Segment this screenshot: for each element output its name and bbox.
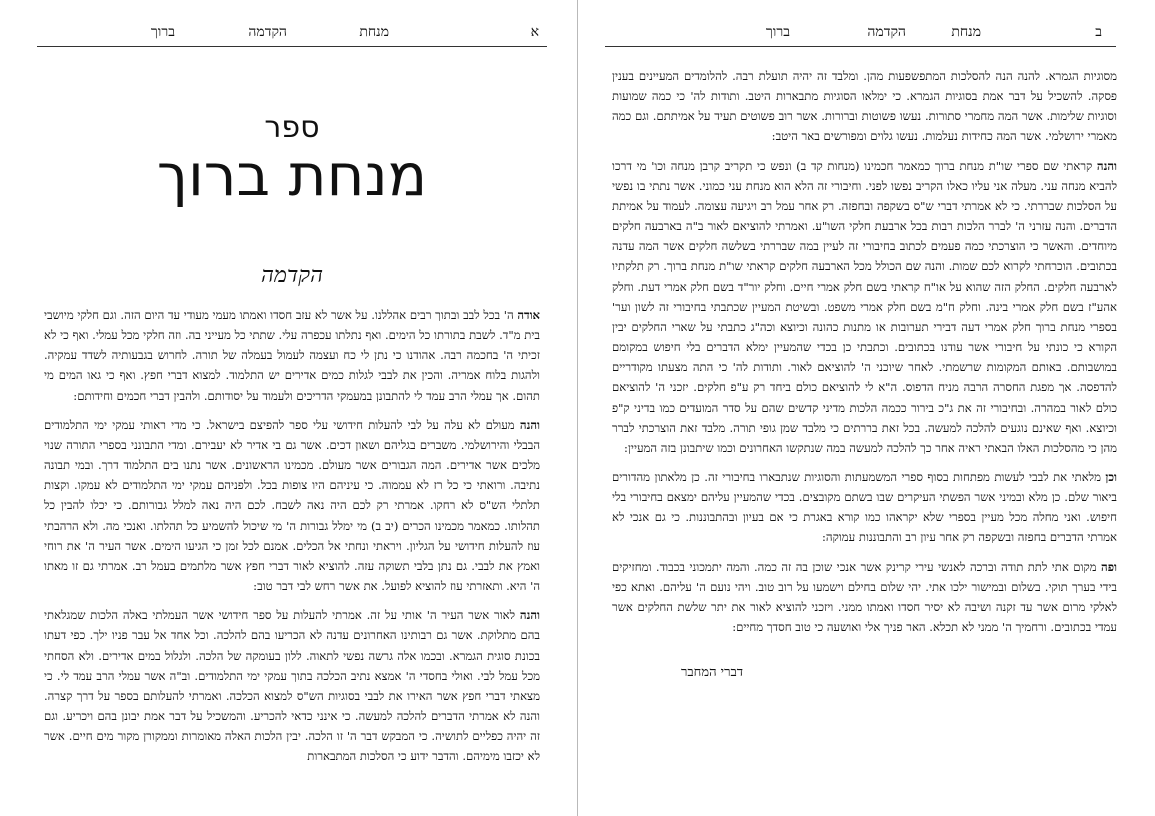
header-book: מנחת <box>359 24 389 40</box>
lead-word: וכן <box>1105 469 1117 484</box>
paragraph-text: קראתי שם ספרי שו"ת מנחת ברוך כמאמר חכמינו (מנחות קד ב) ונפש כי תקריב קרבן מנחה וכו' מי דרכו להביא מנחה עני. מעלה אני עליו כאלו הקריב נפשו לפני. וחיבורי זה הלא הוא מנחת עני כמוני. אשר נתתי בו נפשי על הסלכות שבררתי. כי לא אמרתי דברי ש"ס בשקפה ובחפזה. רק אחר עמל רב ויגיעה עצומה. לעמוד על אמיתת הדברים. והנה עזרני ה' לברר הלכות רבות בכל ארבעת חלקי השו"ע. ואמרתי להוציאם לאור ב"ה בארבעה חלקים מיוחדים. והאשר כי הוצרכתי כמה פעמים לכתוב בחיבורי זה לעיין במה שבררתי בשלשה חלקים אשר המה עדנה בכתובים. הוכרחתי לקרוא לכם שמות. והנה שם הכולל מכל הארבעה חלקים קראתי שו"ת מנחת ברוך. רק תלקתיו לארבעה חלקים. החלק הזה שהוא על או"ח קראתי בשם חלק אמרי חיים. וחלק יור"ד בשם חלק אמרי דעת. וחלק אהע"ז בשם חלק אמרי בינה. וחלק ח"מ בשם חלק אמרי משפט. ובשיטת המעיין שכתבתי בחיבורי זה לשון וער' בספרי מנחת ברוך חלק אמרי דעה דבירי תערובות או מתנות כהונה וכיוצא וכה"ג כתבתי על שארי החלקים יבין הקורא כי כונתי על חיבורי אשר עודנו בכתובים. וכתבתי כן בכדי שהמעיין ימלא הדברים בלי חיפוש במקומם במושבותם. באותם המקומות שרשמתי. לאחר שיוכני ה' להוציאם לאור. ותודות לה' כי התה מצעתו מקודריים להדפסה. אך מפגת החסרה הרבה מניח הדפוס. ה"א לי להוציאם כולם ביחד רק ע"פ חלקים. יזכני ה' להוציאם כולם לאור במהרה. ובחיבורי זה את ג"כ בירור ככמה הלכות מדיני קדשים שהם על סדר המועדים כמו בדיני ק"פ וכיוצא. ואף שאינם נוגעים להלכה למעשה. בכל זאת בררתים כי מלבד שמן גופי תורה. מלבד זאת הוצרכתי לברר מהן כי מהסלכות האלו הבאתי ראיה אחר כך להלכה למעשה במה שנתקשו האחרונים וכמו שיתבונן בזה המעיין: <box>612 158 1117 455</box>
left-page <box>0 0 577 816</box>
paragraph <box>612 557 1117 638</box>
paragraph-text: מעולם לא עלה על לבי להעלות חידושי עלי ספר להפיצם בישראל. כי מדי ראותי עמקי ימי התלמודים הבבלי והירושלמי. משברים בגליהם ושאון דכים. אשר גם בי אדיר לא יעבירם. ומדי התבונני בספרי התורה שנוי מלכים אשר אדירים. המה הגבורים אשר מעולם. מכמינו הראשונים. אשר נתנו בים התלמוד דרך. ובמי תבונה נתיבה. ורואתי כי כל רז לא עממוה. כי עיניהם היו צופות בכל. ולפניהם עמקי ימי התלמודים לא עמקו. וקצות תלתלי הש"ס לא רחקו. אמרתי רק לכם היה נאה לשבח. לכם היה נאה למלל גבורותם. כי יכלו להבין כל תהלותו. כמאמר מכמינו הכרים (יב ב) מי ימלל גבורות ה' מי שיכול להשמיע כל תהלתו. ואנכי מה. ולא הרהבתי עוז להעלות חידושי על הגליון. ויראתי ונחתי אל הכלים. אמנם לכל זמן כי הגיעו הימים. אשר העיר ה' את רוחי ואמץ את לבבי. גם נתן בלבי תשוקה עזה. להוציא לאור דברי חפץ אשר מלתמים בעמל רב. אמרתי גם זו מאתו ה' היא. ותאזרתי עוז להוציא לפועל. את אשר רחש לבי דבר טוב: <box>44 417 540 594</box>
paragraph <box>44 415 540 596</box>
lead-word: ופה <box>1101 559 1117 574</box>
lead-word: אודה <box>517 308 540 322</box>
page-number: ב <box>1095 24 1102 40</box>
paragraph-text: לאור אשר העיר ה' אותי על זה. אמרתי להעלות על ספר חידושי אשר העמלתי באלה הלכות שמגלאתי בהם מתלוקת. אשר גם רבותינו האחרונים עדנה לא הכריעו בהם להלכה. וכל אחד אל עבר פניו ילך. כפי דעתו בכונת סוגית הגמרא. ובכמו אלה גרשה נפשי לתאוה. ללון בעומקה של הלכה. ולגלול במים אדירים. ולא הסחתי מכל עמל לבי. ואולי בחסדי ה' אמצא נתיב הכלכה בתוך עמקי ימי התלמודים. וב"ה אשר עמלי הרב עמד לי. כי מצאתי דברי חפץ אשר האירו את לבבי בסוגיות הש"ס למצוא הכלכה. ואמרתי להעלותם בספר על דרך קצרה. והנה לא אמרתי הדברים להלכה למעשה. כי אינני כדאי להכריע. והמשכיל על דבר אמת יבונן בהם ויכריע. וגם זה יהיה כפליים לתושיה. כי המבקש דבר ה' זו הלכה. יבין הלכות האלה מאומרות וממקורן מקור מים חיים. אשר לא יכזבו מימיהם. והדבר ידוע כי הסלכות המתבארות <box>44 608 540 764</box>
header-book: מנחת <box>951 24 981 40</box>
lead-word: והנה <box>1096 158 1117 173</box>
paragraph-text: מלאתי את לבבי לעשות מפתחות בסוף ספרי המשמעתות והסוגיות שנתבארו בחיבורי זה. כן מלאתון מהדורים ביאור שלם. כן מלא ובמיני אשר הפשתי העיקרים שבו בשתם מקובצים. בכדי שהמעיין עליהם ימצאם בחיבורי בלי חיפוש. ואני מחלה מכל מעיין בספרי שלא יקראהו כמו קורא באגרת כי אם בעיון ובהתבוננות. כי גם אנכי לא אמרתי הדברים בחפזה ובשקפה רק אחר עיון רב והתבוננות עמוקה: <box>612 469 1117 545</box>
running-header <box>37 22 547 47</box>
lead-word: והנה <box>519 417 540 432</box>
section-title: הקדמה <box>261 263 323 288</box>
author-signature: דברי המחבר <box>681 665 743 680</box>
page-number: א <box>530 24 539 40</box>
paragraph <box>612 467 1117 548</box>
header-author: ברוך <box>150 24 175 40</box>
title-small: ספר <box>264 110 320 145</box>
book-title: מנחת ברוך <box>156 141 428 209</box>
paragraph <box>612 156 1117 458</box>
paragraph <box>612 66 1117 147</box>
left-body-text <box>44 305 540 775</box>
lead-word: והנה <box>519 608 540 623</box>
header-author: ברוך <box>765 24 790 40</box>
paragraph-text: מקום אתי לתת תודה וברכה לאנשי עירי קרינק אשר אנכי שוכן בה זה כמה. והמה יתמכוני בכבוד. ומחזיקים בידי בערך תוקי. בשלום ובמישור ילכו אתי. יהי שלום בחילם וישמעו על רוב טוב. ויהי נועם ה' עליהם. ואתא כפי לאלקי מרום אשר עד זקנה ושיבה לא יסיר חסדו ואמתו ממני. ויזכני להוציא לאור את יתר שלשת החלקים אשר עמדי בכתובים. ורחמיך ה' ממני לא תכלא. האר פניך אלי ואושעה כי טוב חסדך מחיים: <box>612 559 1117 635</box>
paragraph <box>44 605 540 766</box>
header-section: הקדמה <box>867 24 906 40</box>
right-body-text <box>612 66 1117 646</box>
running-header <box>605 22 1116 47</box>
header-section: הקדמה <box>248 24 287 40</box>
paragraph <box>44 305 540 406</box>
paragraph-text: ה' בכל לבב ובתוך רבים אהללנו. על אשר לא עזב חסדו ואמתו מעמי מעודי עד היום הזה. וגם חלקי מיושבי בית מ"ד. לשבת בתורתו כל הימים. ואף נתלתו עכפרה עלי. שתתי כל מעייני בה. וזה חלקי מכל עמלי. ואף כי לא זכיתי ה' בחכמה רבה. אהודנו כי נתן לי כח ועצמה לעמול בעמלה של תורה. לחרוש בגבעותיה לשדד עמקיה. ולהגות בלוח אמריה. והכין את לבבי לגלות כמים אדירים יש התלמוד. למצוא דברי חפץ. ואף כי גאו המים מי תהום. אך עמלי הרב עמד לי להתבונן במעמקי הדריכים ולעמוד על יסודותם. ולהבין דברי חכמים וחידותם: <box>44 308 540 403</box>
paragraph-text: מסוגיות הגמרא. להנה הנה להסלכות המתפשפעות מהן. ומלבד זה יהיה תועלת רבה. להלומדים המעיינים בענין פסקה. להשכיל על דבר אמת בסוגיות הגמרא. כי ימלאו הסוגיות מתבארות היטב. ותודות לה' כי כמה שמועות וסוגיות שלימות. אשר המה מחמרי סתורות. נעשו פשוטות וברורות. אשר רוב פשוטים תעיד על אמיתתם. וגם כמה מאמרי ירושלמי. אשר המה כחידות נעלמות. נעשו גלוים ומפורשים באר היטב: <box>612 69 1117 144</box>
right-page <box>578 0 1155 816</box>
